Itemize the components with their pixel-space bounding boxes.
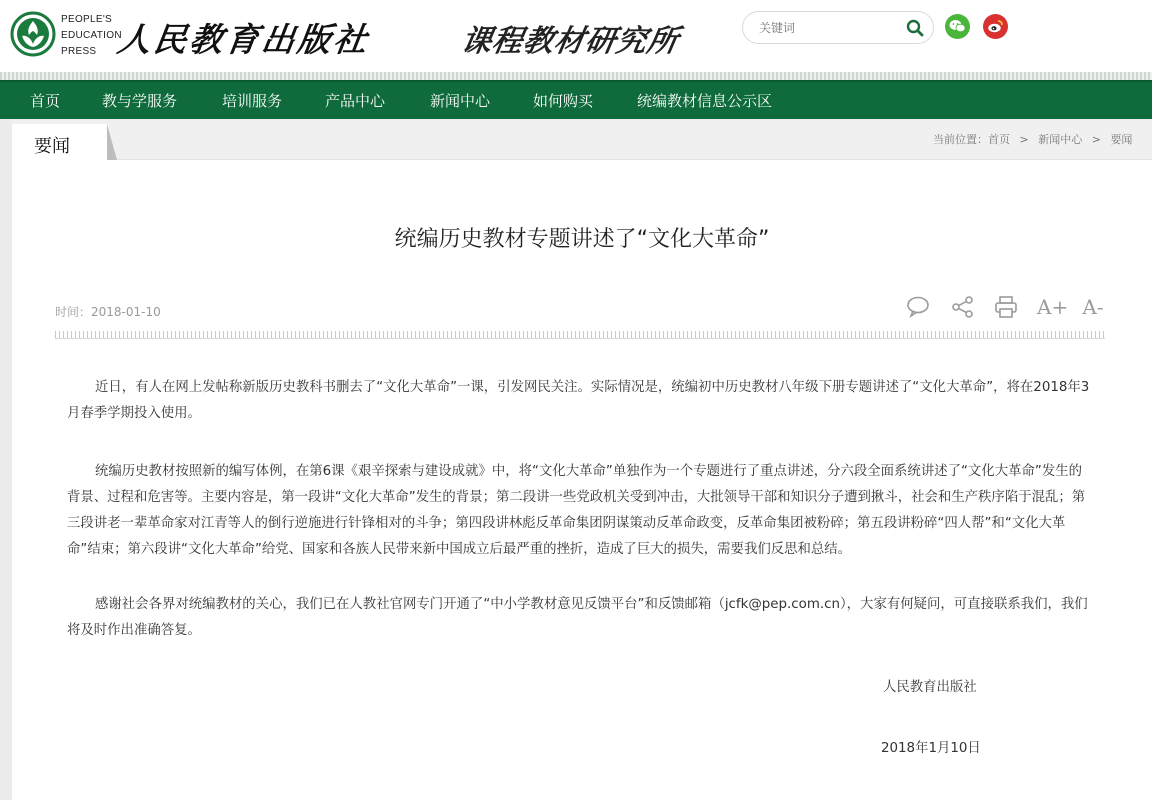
- breadcrumb: [933, 131, 1138, 147]
- article-signature: 人民教育出版社: [883, 680, 977, 695]
- breadcrumb-news-center[interactable]: 新闻中心: [1038, 133, 1083, 146]
- nav-item-textbook-info[interactable]: 统编教材信息公示区: [637, 92, 773, 110]
- wechat-icon[interactable]: [945, 14, 970, 39]
- article-tools: [12, 294, 1152, 320]
- comment-icon[interactable]: [905, 294, 931, 320]
- nav-decoration-strip: [0, 72, 1152, 80]
- breadcrumb-home[interactable]: 当前位置：首页: [933, 133, 1010, 146]
- section-header-bar: [12, 120, 1152, 160]
- article-title: 统编历史教材专题讲述了“文化大革命”: [394, 227, 770, 252]
- main-nav: [0, 80, 1152, 119]
- pep-logo-icon[interactable]: [10, 11, 56, 57]
- search-input[interactable]: [759, 18, 899, 38]
- search-box: [742, 11, 934, 44]
- section-tab-fold: [107, 124, 117, 160]
- site-header: [0, 0, 1152, 72]
- nav-item-teaching-services[interactable]: 教与学服务: [102, 92, 178, 110]
- nav-item-training[interactable]: 培训服务: [222, 92, 283, 110]
- font-increase-icon[interactable]: A+: [1037, 295, 1069, 319]
- breadcrumb-current[interactable]: 要闻: [1110, 133, 1133, 146]
- divider-rule: [55, 331, 1105, 339]
- nav-item-news[interactable]: 新闻中心: [430, 92, 491, 110]
- article-paragraph: 感谢社会各界对统编教材的关心，我们已在人教社官网专门开通了“中小学教材意见反馈平台”和反馈邮箱（jcfk@pep.com.cn），大家有何疑问，可直接联系我们，我们将及时作出准确答复。: [67, 597, 1088, 638]
- search-icon[interactable]: [906, 19, 924, 37]
- section-tab: [12, 124, 107, 160]
- breadcrumb-separator: >: [1019, 133, 1029, 146]
- section-label: 要闻: [34, 136, 70, 157]
- nav-item-products[interactable]: 产品中心: [325, 92, 386, 110]
- logo-english-text: PEOPLE'S EDUCATION PRESS: [61, 14, 122, 57]
- logo-institute-name[interactable]: 课程教材研究所: [458, 24, 682, 59]
- nav-item-how-to-buy[interactable]: 如何购买: [533, 92, 594, 110]
- breadcrumb-separator: >: [1091, 133, 1101, 146]
- font-decrease-icon[interactable]: A-: [1082, 295, 1104, 319]
- logo-chinese-name[interactable]: 人民教育出版社: [114, 20, 373, 59]
- weibo-icon[interactable]: [983, 14, 1008, 39]
- print-icon[interactable]: [993, 294, 1019, 320]
- article-paragraph: 近日，有人在网上发帖称新版历史教科书删去了“文化大革命”一课，引发网民关注。实际情况是，统编初中历史教材八年级下册专题讲述了“文化大革命”，将在2018年3月春季学期投入使用。: [67, 380, 1090, 421]
- article-time: 时间：2018-01-10: [55, 305, 161, 319]
- share-icon[interactable]: [950, 294, 976, 320]
- article-date: 2018年1月10日: [881, 741, 981, 756]
- article-paragraph: 统编历史教材按照新的编写体例，在第6课《艰辛探索与建设成就》中，将“文化大革命”单独作为一个专题进行了重点讲述，分六段全面系统讲述了“文化大革命”发生的背景、过程和危害等。主要内容是，第一段讲“文化大革命”发生的背景；第二段讲一些党政机关受到冲击，大批领导干部和知识分子遭到揪斗，社会和生产秩序陷于混乱；第三段讲老一辈革命家对江青等人的倒行逆施进行针锋相对的斗争；第四段讲林彪反革命集团阴谋策动反革命政变，反革命集团被粉碎；第五段讲粉碎“四人帮”和“文化大革命”结束；第六段讲“文化大革命”给党、国家和各族人民带来新中国成立后最严重的挫折，造成了巨大的损失，需要我们反思和总结。: [67, 464, 1086, 557]
- article-panel: [12, 120, 1152, 800]
- nav-item-home[interactable]: 首页: [30, 92, 61, 110]
